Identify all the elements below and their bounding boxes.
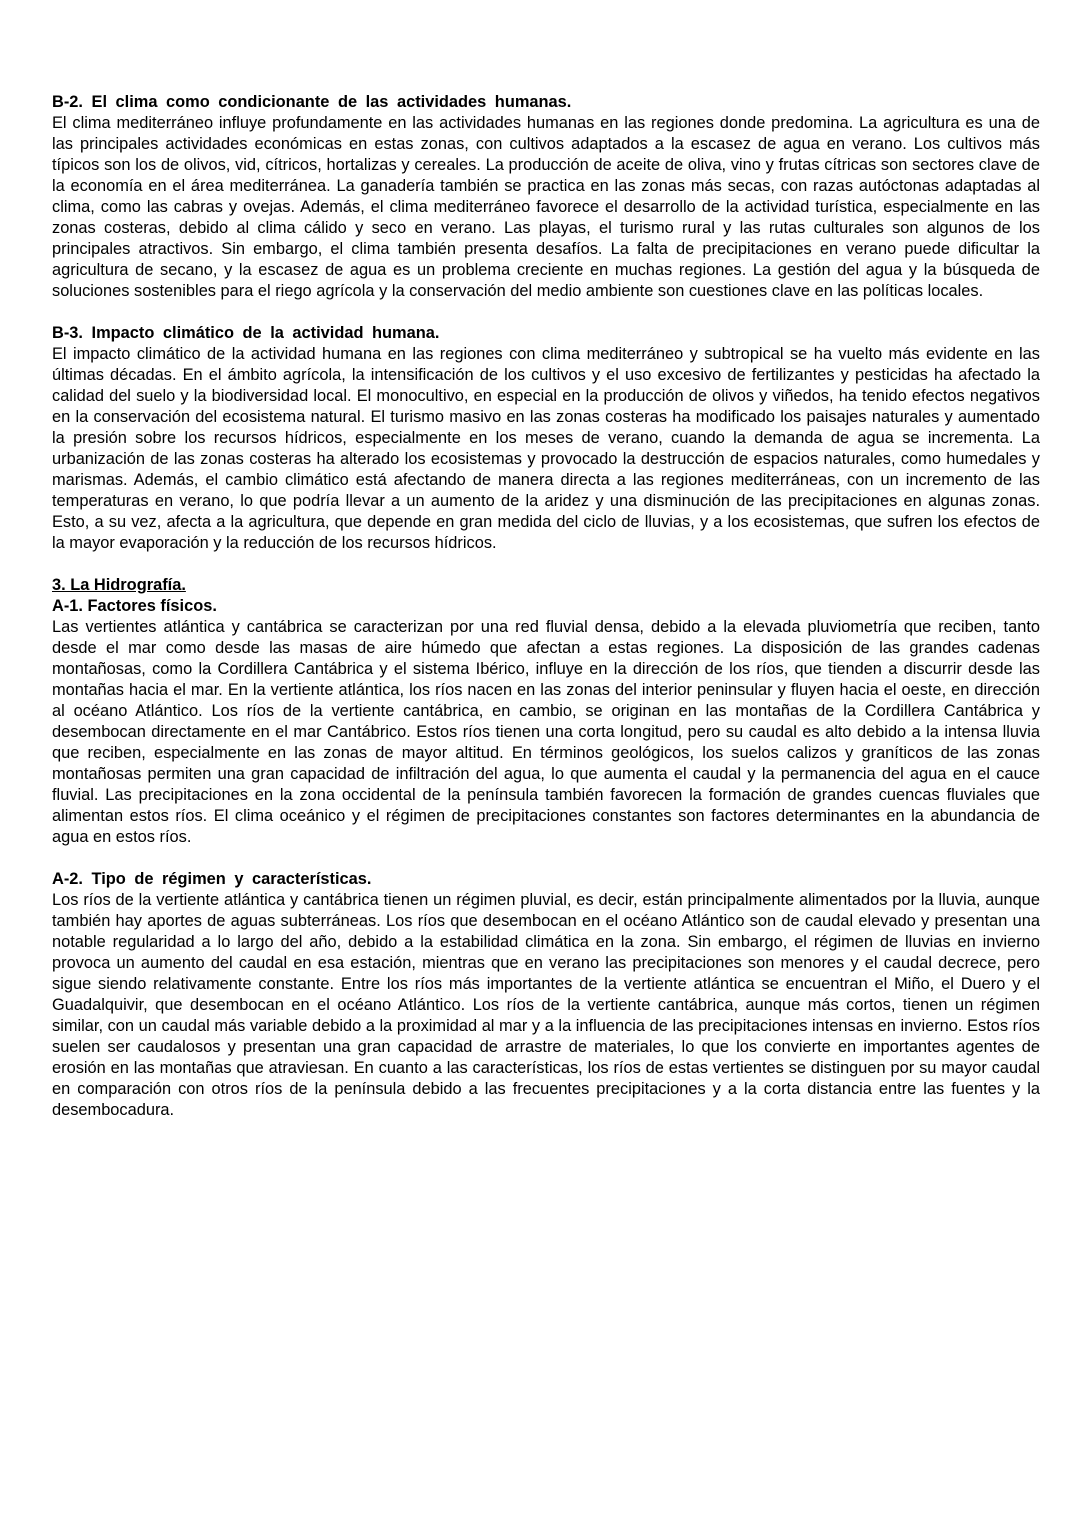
section-heading-a2: A-2. Tipo de régimen y características.: [52, 870, 372, 888]
chapter-title-hidrografia: 3. La Hidrografía.: [52, 576, 186, 594]
section-body-a2: Los ríos de la vertiente atlántica y cantábrica tienen un régimen pluvial, es decir, están principalmente alimentados por la lluvia, aunque también hay aportes de aguas subterráneas. Los ríos que desembocan en el océano Atlántico son de caudal elevado y presentan una notable regularidad a lo largo del año, debido a la estabilidad climática en la zona. Sin embargo, el régimen de lluvias en invierno provoca un aumento del caudal en esa estación, mientras que en verano las precipitaciones son menores y el caudal decrece, pero sigue siendo relativamente constante. Entre los ríos más importantes de la vertiente atlántica se encuentran el Miño, el Duero y el Guadalquivir, que desembocan en el océano Atlántico. Los ríos de la vertiente cantábrica, aunque más cortos, tienen un régimen similar, con un caudal más variable debido a la proximidad al mar y a la influencia de las precipitaciones intensas en invierno. Estos ríos suelen ser caudalosos y presentan una gran capacidad de arrastre de materiales, lo que los convierte en importantes agentes de erosión en las montañas que atraviesan. En cuanto a las características, los ríos de estas vertientes se distinguen por su mayor caudal en comparación con otros ríos de la península debido a las frecuentes precipitaciones y a la corta distancia entre las fuentes y la desembocadura.: [52, 891, 1040, 1119]
section-body-a1: Las vertientes atlántica y cantábrica se caracterizan por una red fluvial densa, debido a la elevada pluviometría que reciben, tanto desde el mar como desde las masas de aire húmedo que afectan a estas regiones. La disposición de las grandes cadenas montañosas, como la Cordillera Cantábrica y el sistema Ibérico, influye en la dirección de los ríos, que tienden a discurrir desde las montañas hacia el mar. En la vertiente atlántica, los ríos nacen en las zonas del interior peninsular y fluyen hacia el oeste, en dirección al océano Atlántico. Los ríos de la vertiente cantábrica, en cambio, se originan en las montañas de la Cordillera Cantábrica y desembocan directamente en el mar Cantábrico. Estos ríos tienen una corta longitud, pero su caudal es alto debido a la intensa lluvia que reciben, especialmente en las zonas de mayor altitud. En términos geológicos, los suelos calizos y graníticos de las zonas montañosas permiten una gran capacidad de infiltración del agua, lo que aumenta el caudal y la permanencia del agua en el cauce fluvial. Las precipitaciones en la zona occidental de la península también favorecen la formación de grandes cuencas fluviales que alimentan estos ríos. El clima oceánico y el régimen de precipitaciones constantes son factores determinantes en la abundancia de agua en estos ríos.: [52, 618, 1040, 846]
section-heading-b2: B-2. El clima como condicionante de las actividades humanas.: [52, 93, 572, 111]
section-body-b3: El impacto climático de la actividad humana en las regiones con clima mediterráneo y subtropical se ha vuelto más evidente en las últimas décadas. En el ámbito agrícola, la intensificación de los cultivos y el uso excesivo de fertilizantes y pesticidas ha afectado la calidad del suelo y la biodiversidad local. El monocultivo, en especial en la producción de olivos y viñedos, ha tenido efectos negativos en la conservación del ecosistema natural. El turismo masivo en las zonas costeras ha modificado los paisajes naturales y aumentado la presión sobre los recursos hídricos, especialmente en los meses de verano, cuando la demanda de agua se incrementa. La urbanización de las zonas costeras ha alterado los ecosistemas y provocado la destrucción de espacios naturales, como humedales y marismas. Además, el cambio climático está afectando de manera directa a las regiones mediterráneas, con un incremento de las temperaturas en verano, lo que podría llevar a un aumento de la aridez y una disminución de las precipitaciones en algunas zonas. Esto, a su vez, afecta a la agricultura, que depende en gran medida del ciclo de lluvias, y a los ecosistemas, que sufren los efectos de la mayor evaporación y la reducción de los recursos hídricos.: [52, 345, 1040, 552]
section-b3: [52, 323, 1040, 554]
section-heading-a1: A-1. Factores físicos.: [52, 597, 217, 615]
section-a2: [52, 869, 1040, 1121]
section-b2: [52, 92, 1040, 302]
section-body-b2: El clima mediterráneo influye profundamente en las actividades humanas en las regiones donde predomina. La agricultura es una de las principales actividades económicas en estas zonas, con cultivos adaptados a la escasez de agua en verano. Los cultivos más típicos son los de olivos, vid, cítricos, hortalizas y cereales. La producción de aceite de oliva, vino y frutas cítricas son sectores clave de la economía en el área mediterránea. La ganadería también se practica en las zonas más secas, con razas autóctonas adaptadas al clima, como las cabras y ovejas. Además, el clima mediterráneo favorece el desarrollo de la actividad turística, especialmente en las zonas costeras, debido al clima cálido y seco en verano. Las playas, el turismo rural y las rutas culturales son algunos de los principales atractivos. Sin embargo, el clima también presenta desafíos. La falta de precipitaciones en verano puede dificultar la agricultura de secano, y la escasez de agua es un problema creciente en muchas regiones. La gestión del agua y la búsqueda de soluciones sostenibles para el riego agrícola y la conservación del medio ambiente son cuestiones clave en las políticas locales.: [52, 114, 1040, 300]
section-heading-b3: B-3. Impacto climático de la actividad humana.: [52, 324, 440, 342]
section-hidrografia: [52, 575, 1040, 848]
